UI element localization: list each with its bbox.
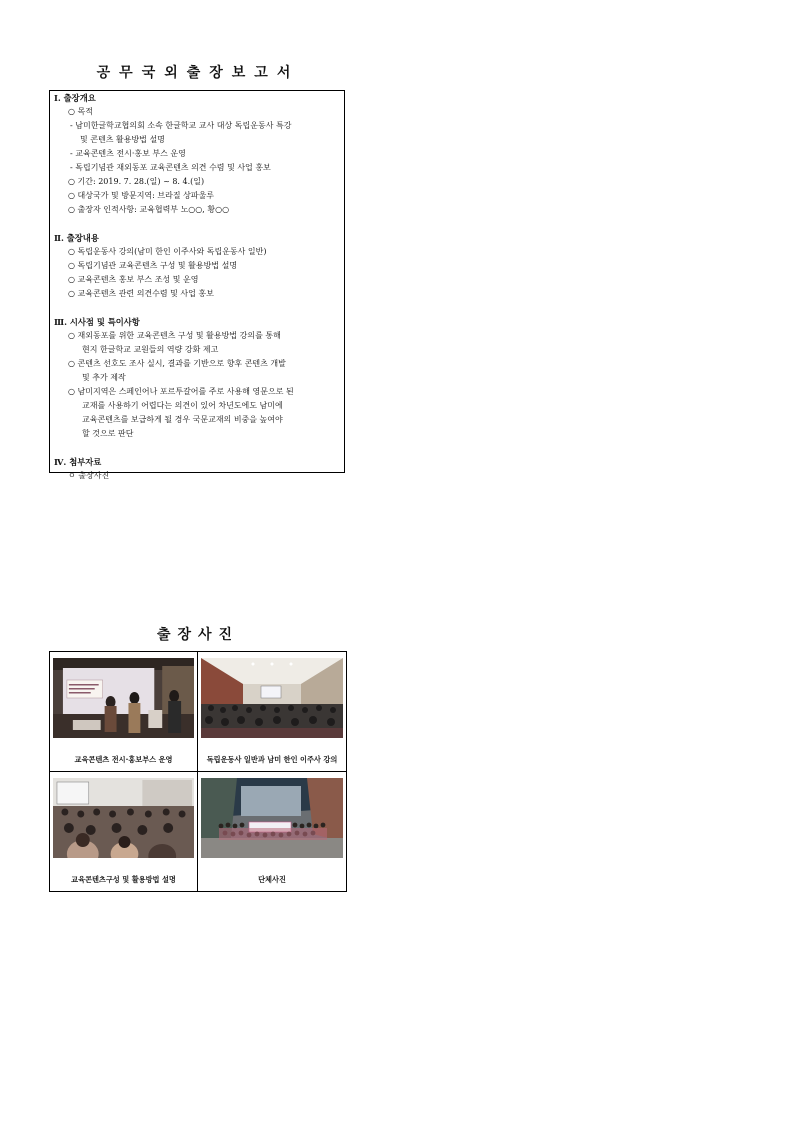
photos-title: 출장사진: [156, 627, 240, 643]
s3-line-1: ○ 재외동포를 위한 교육콘텐츠 구성 및 활용방법 강의를 통해: [68, 331, 281, 340]
section-3-heading: Ⅲ. 시사점 및 특이사항: [54, 317, 140, 327]
s3-line-5: ○ 남미지역은 스페인어나 포르투갈어를 주로 사용해 영문으로 된: [68, 387, 294, 396]
s3-line-7: 교육콘텐츠를 보급하게 될 경우 국문교재의 비중을 높여야: [82, 415, 283, 424]
photo-cell-group: [198, 772, 346, 892]
photo-booth: [53, 658, 194, 738]
s1-line-2: - 남미한글학교협의회 소속 한글학교 교사 대상 독립운동사 특강: [70, 121, 292, 130]
photo-group: [201, 778, 343, 858]
section-1-heading: Ⅰ. 출장개요: [54, 93, 96, 103]
report-summary-box: [49, 90, 345, 480]
photo-caption-1: 교육콘텐츠 전시·홍보부스 운영: [74, 754, 173, 764]
photo-cell-lecture: [198, 652, 346, 772]
s3-line-2: 현지 한글학교 교원들의 역량 강화 제고: [82, 345, 219, 354]
photo-cell-explanation: [50, 772, 198, 892]
s2-line-2: ○ 독립기념관 교육콘텐츠 구성 및 활용방법 설명: [68, 261, 238, 270]
s1-line-3: 및 콘텐츠 활용방법 설명: [80, 135, 165, 144]
s4-line-1: ㅇ 출장사진: [68, 471, 110, 480]
photo-explanation: [53, 778, 194, 858]
section-4-heading: Ⅳ. 첨부자료: [54, 457, 102, 467]
s2-line-3: ○ 교육콘텐츠 홍보 부스 조성 및 운영: [68, 275, 199, 284]
s1-line-5: - 독립기념관 재외동포 교육콘텐츠 의견 수렴 및 사업 홍보: [70, 163, 271, 172]
s1-line-4: - 교육콘텐츠 전시·홍보 부스 운영: [70, 149, 186, 158]
s1-line-6: ○ 기간: 2019. 7. 28.(일) ~ 8. 4.(일): [68, 177, 205, 186]
report-title: 공무국외출장보고서: [96, 65, 300, 81]
s1-line-1: ○ 목적: [68, 107, 93, 116]
photo-caption-4: 단체사진: [258, 875, 286, 884]
s2-line-4: ○ 교육콘텐츠 관련 의견수렴 및 사업 홍보: [68, 289, 214, 298]
s2-line-1: ○ 독립운동사 강의(남미 한인 이주사와 독립운동사 일반): [68, 247, 267, 256]
s3-line-8: 할 것으로 판단: [82, 429, 134, 438]
s3-line-3: ○ 콘텐츠 선호도 조사 실시, 결과를 기반으로 향후 콘텐츠 개발: [68, 359, 286, 368]
s3-line-6: 교재를 사용하기 어렵다는 의견이 있어 차년도에도 남미에: [82, 401, 283, 410]
photo-table: [49, 651, 347, 892]
photo-caption-2: 독립운동사 일반과 남미 한인 이주사 강의: [206, 754, 338, 764]
s1-line-7: ○ 대상국가 및 방문지역: 브라질 상파울루: [68, 191, 215, 200]
photo-cell-booth: [50, 652, 198, 772]
photo-caption-3: 교육콘텐츠구성 및 활용방법 설명: [71, 875, 176, 884]
s1-line-8: ○ 출장자 인적사항: 교육협력부 노○○, 황○○: [68, 205, 230, 214]
section-2-heading: Ⅱ. 출장내용: [54, 233, 99, 243]
s3-line-4: 및 추가 제작: [82, 373, 126, 382]
photo-lecture: [201, 658, 343, 738]
